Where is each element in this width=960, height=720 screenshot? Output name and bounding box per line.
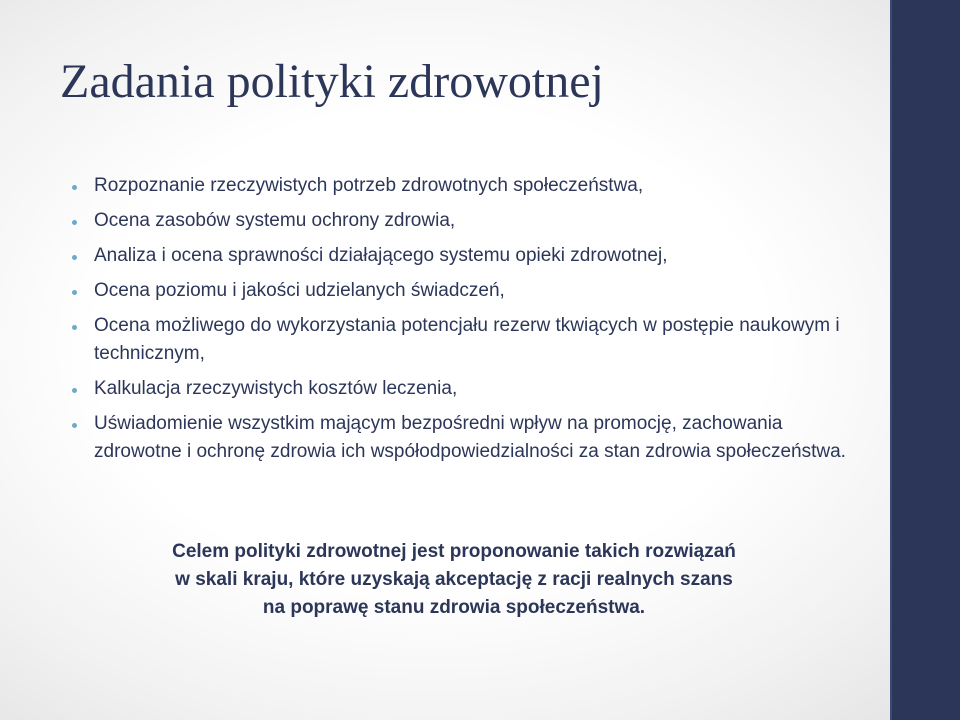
bullet-text: Kalkulacja rzeczywistych kosztów leczenia, <box>94 378 458 399</box>
bullet-dot-icon <box>72 255 77 260</box>
bullet-dot-icon <box>72 388 77 393</box>
bullet-text: Ocena możliwego do wykorzystania potencjału rezerw tkwiących w postępie naukowym i technicznym, <box>94 315 840 364</box>
bullet-item <box>68 277 848 305</box>
slide-title: Zadania polityki zdrowotnej <box>60 55 604 108</box>
bullet-dot-icon <box>72 325 77 330</box>
bullet-item <box>68 410 848 466</box>
bullet-dot-icon <box>72 220 77 225</box>
summary-statement <box>70 538 838 622</box>
bullet-text: Analiza i ocena sprawności działającego systemu opieki zdrowotnej, <box>94 245 668 266</box>
bullet-item <box>68 242 848 270</box>
bullet-item <box>68 312 848 368</box>
bullet-dot-icon <box>72 423 77 428</box>
bullet-dot-icon <box>72 290 77 295</box>
bullet-text: Ocena poziomu i jakości udzielanych świadczeń, <box>94 280 505 301</box>
decorative-side-bar <box>890 0 960 720</box>
bullet-text: Rozpoznanie rzeczywistych potrzeb zdrowotnych społeczeństwa, <box>94 175 644 196</box>
bullet-text: Ocena zasobów systemu ochrony zdrowia, <box>94 210 456 231</box>
bullet-text: Uświadomienie wszystkim mającym bezpośredni wpływ na promocję, zachowania zdrowotne i ochronę zdrowia ich współodpowiedzialności za stan zdrowia społeczeństwa. <box>94 413 846 462</box>
bullet-dot-icon <box>72 185 77 190</box>
bullet-item <box>68 172 848 200</box>
summary-line: na poprawę stanu zdrowia społeczeństwa. <box>262 597 646 618</box>
bullet-item <box>68 375 848 403</box>
bullet-item <box>68 207 848 235</box>
bullet-list <box>68 172 848 473</box>
summary-line: w skali kraju, które uzyskają akceptację z racji realnych szans <box>175 569 733 590</box>
summary-line: Celem polityki zdrowotnej jest proponowanie takich rozwiązań <box>172 541 736 562</box>
